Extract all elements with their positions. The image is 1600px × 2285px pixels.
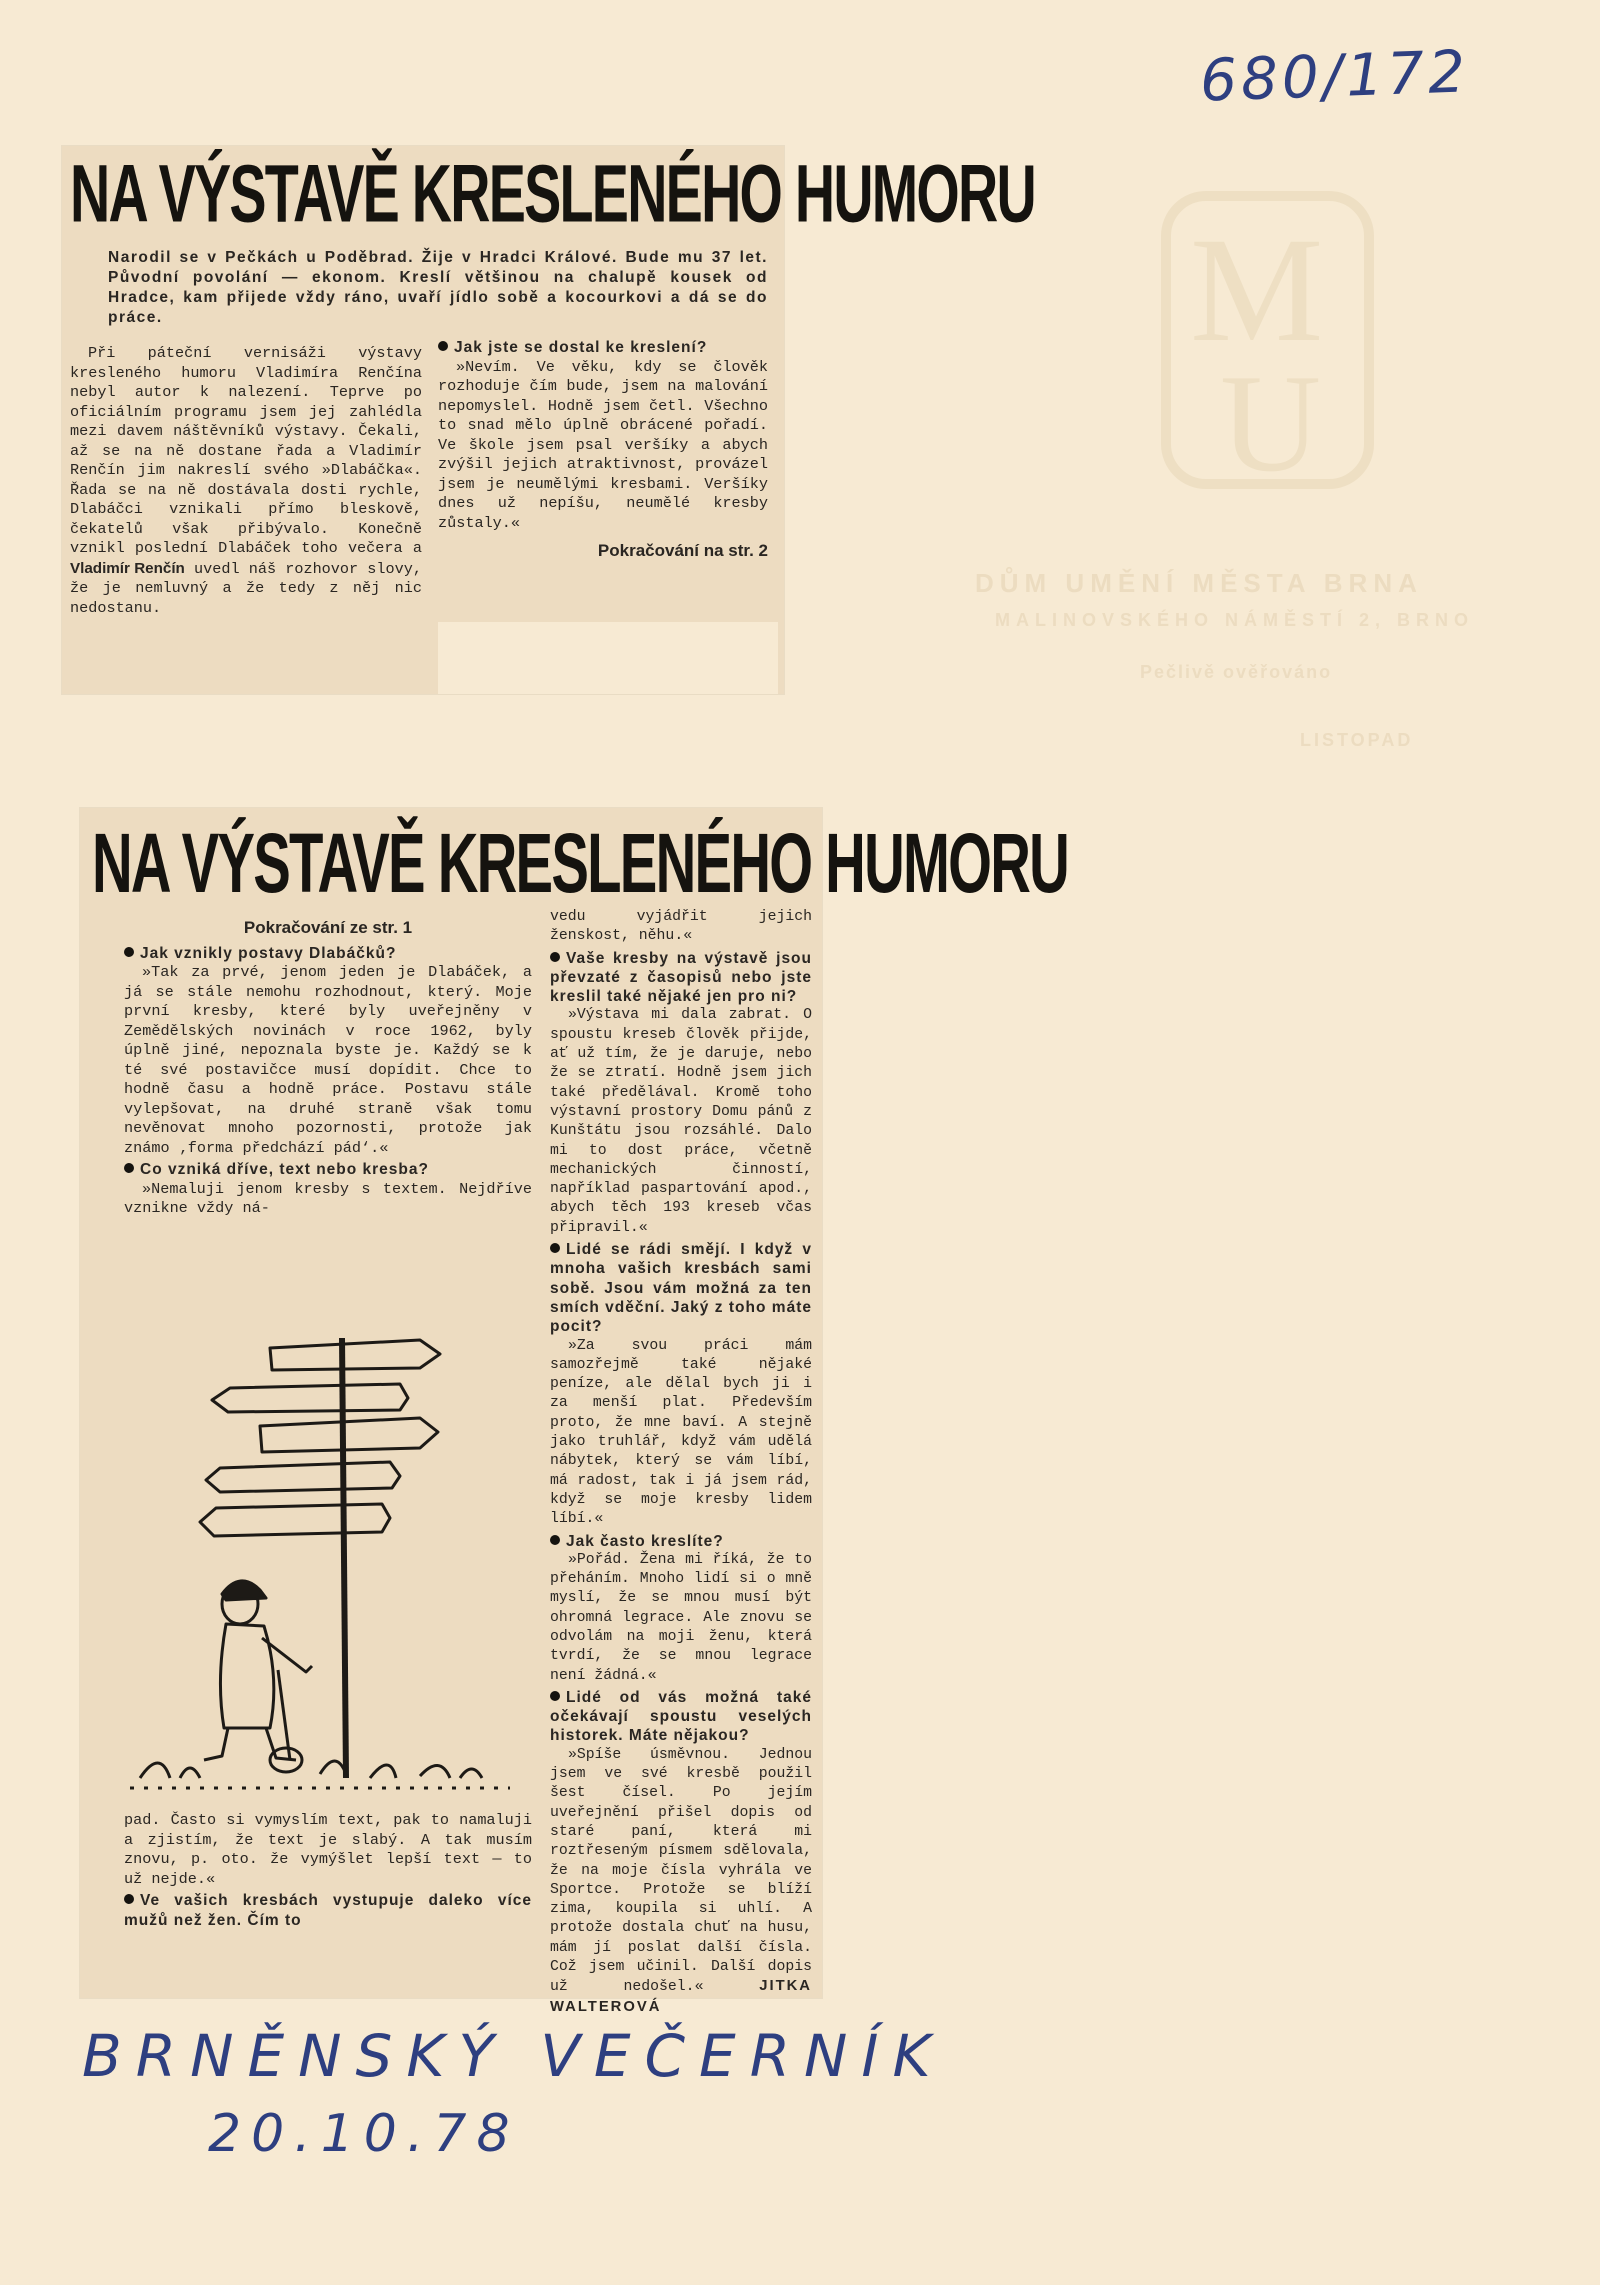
- clipping-2-answer-4: »Výstava mi dala zabrat. O spoustu kreseb člověk přijde, ať už tím, že je daruje, nebo že se ztratí. Hodně jsem jich také předělával. Kromě toho výstavní prostory Domu pánů z Kunštátu jsou rozsáhlé. Dalo mi to dost práce, včetně mechanických činností, například paspartování apod., abych těch 193 kreseb včas připravil.«: [550, 1007, 812, 1236]
- clipping-2-answer-1: »Tak za prvé, jenom jeden je Dlabáček, a já se stále nemohu rozhodnout, který. Moje první kresby, které byly uveřejněny v Zemědělských novinách v roce 1962, byly úplně jiné, nepoznala byste je. Každý se k té své postavičce musí dopídit. Chce to hodně času a hodně práce. Postavu stále vylepšovat, na druhé straně však tomu nevěnovat mnoho pozornosti, protože jak známo ‚forma předchází pád‘.«: [124, 963, 532, 1157]
- clipping-2-right-column: [550, 908, 812, 2020]
- watermark-line-3: Pečlivě ověřováno: [1140, 662, 1333, 682]
- bullet-icon: [124, 1163, 134, 1173]
- clipping-2-question-5: Lidé se rádi smějí. I když v mnoha vašich kresbách sami sobě. Jsou vám možná za ten smích vděční. Jaký z toho máte pocit?: [550, 1241, 812, 1336]
- source-date-handwritten: 20.10.78: [208, 2104, 520, 2164]
- clipping-2-question-6: Jak často kreslíte?: [550, 1532, 812, 1551]
- signpost-cartoon-illustration: [120, 1308, 520, 1808]
- clipping-2-answer-2-continued: pad. Často si vymyslím text, pak to namaluji a zjistím, že text je slabý. A tak musím znovu, p. oto. že vymýšlet lepší text — to už nejde.«: [124, 1811, 532, 1888]
- clipping-2-question-4: Vaše kresby na výstavě jsou převzaté z časopisů nebo jste kreslil také nějaké jen pro ni?: [550, 949, 812, 1006]
- clipping-2-question-7: Lidé od vás možná také očekávají spoustu veselých historek. Máte nějakou?: [550, 1688, 812, 1745]
- bullet-icon: [550, 952, 560, 962]
- newspaper-clipping-2: [80, 808, 1069, 2015]
- clipping-1-left-text: Při páteční vernisáži výstavy kresleného humoru Vladimíra Renčína nebyl autor k nalezení. Teprve po oficiálním programu jsem jej zahlédla mezi davem náštěvníků výstavy. Čekali, až se na ně dostane řada a Vladimír Renčín jim nakreslí svého »Dlabáčka«. Řada se na ně dostávala dosti rychle, Dlabáčci vznikali přímo bleskově, čekatelů však přibývalo. Konečně vznikl poslední Dlabáček toho večera a: [70, 344, 422, 557]
- clipping-2-left-column-bottom: [124, 1811, 532, 1930]
- clipping-1-right-column: [438, 338, 768, 561]
- clipping-2-answer-3-end: vedu vyjádřit jejich ženskost, něhu.«: [550, 909, 812, 945]
- clipping-2-continued-from: Pokračování ze str. 1: [243, 918, 413, 937]
- clipping-2-answer-7: »Spíše úsměvnou. Jednou jsem ve své kresbě použil šest čísel. Po jejím uveřejnění přišel dopis od staré paní, která mi roztřeseným písmem sdělovala, že na moje čísla vyhrála ve Sportce. Protože se blíží zima, koupila si uhlí. A protože dostala chuť na husu, mám jí poslat další čísla. Což jsem učinil. Další dopis už nedošel.« JITKA WALTEROVÁ: [550, 1746, 812, 2015]
- clipping-1-question-1: Jak jste se dostal ke kreslení?: [438, 338, 768, 358]
- archive-number-handwritten: 680/172: [1198, 37, 1471, 115]
- bullet-icon: [124, 1894, 134, 1904]
- clipping-2-answer-2: »Nemaluji jenom kresby s textem. Nejdříve vznikne vždy ná-: [124, 1179, 532, 1217]
- clipping-2-answer-5: »Za svou práci mám samozřejmě také nějaké peníze, ale dělal bych ji i za menší plat. Především proto, že mne baví. A stejně jako truhlář, když vám udělá nábytek, který se vám líbí, má radost, tak i já jsem rád, když se moje kresby lidem líbí.«: [550, 1337, 812, 1528]
- clipping-1-answer-1: »Nevím. Ve věku, kdy se člověk rozhoduje čím bude, jsem na malování nepomyslel. Hodně jsem četl. Všechno to snad mělo úplně obrácené pořadí. Ve škole jsem psal veršíky a abych zvýšil jejich atraktivnost, provázel jsem je neumělými kresbami. Veršíky dnes už nepíšu, neumělé kresby zůstaly.«: [438, 357, 768, 532]
- watermark-line-4: LISTOPAD: [1300, 730, 1414, 750]
- clipping-2-question-1: Jak vznikly postavy Dlabáčků?: [124, 944, 532, 964]
- clipping-1-continued: Pokračování na str. 2: [597, 541, 768, 560]
- bullet-icon: [550, 1243, 560, 1253]
- clipping-1-headline: NA VÝSTAVĚ KRESLENÉHO HUMORU: [70, 147, 1035, 240]
- newspaper-clipping-1: [62, 146, 1035, 694]
- clipping-2-answer-6: »Pořád. Žena mi říká, že to přeháním. Mnoho lidí si o mně myslí, že se mnou musí být ohromná legrace. Ale znovu se odvolám na moji ženu, která tvrdí, že se mnou legrace není žádná.«: [550, 1551, 812, 1684]
- clipping-1-author-name: Vladimír Renčín: [70, 559, 185, 577]
- watermark-line-1: DŮM UMĚNÍ MĚSTA BRNA: [975, 568, 1423, 598]
- svg-text:U: U: [1220, 346, 1322, 501]
- svg-text:M: M: [1190, 207, 1324, 373]
- source-name-handwritten: BRNĚNSKÝ VEČERNÍK: [82, 2022, 945, 2090]
- clipping-1-cut-edge: [438, 622, 778, 694]
- clipping-2-question-2: Co vzniká dříve, text nebo kresba?: [124, 1160, 532, 1180]
- watermark-logo-icon: [1160, 190, 1375, 501]
- clipping-2-left-column: [124, 918, 532, 1221]
- bullet-icon: [124, 947, 134, 957]
- watermark-line-2: MALINOVSKÉHO NÁMĚSTÍ 2, BRNO: [995, 610, 1475, 630]
- bullet-icon: [550, 1535, 560, 1545]
- clipping-1-left-text-end: uvedl náš rozhovor slovy, že je nemluvný a že tedy z něj nic nedostanu.: [70, 559, 422, 617]
- clipping-1-left-column: [70, 344, 422, 620]
- clipping-2-question-3: Ve vašich kresbách vystupuje daleko více mužů než žen. Čím to: [124, 1892, 532, 1929]
- clipping-2-headline: NA VÝSTAVĚ KRESLENÉHO HUMORU: [92, 815, 1069, 911]
- clipping-1-intro: Narodil se v Pečkách u Poděbrad. Žije v Hradci Králové. Bude mu 37 let. Původní povolání — ekonom. Kreslí většinou na chalupě kousek od Hradce, kam přijede vždy ráno, uvaří jídlo sobě a kocourkovi a dá se do práce.: [108, 249, 768, 326]
- bullet-icon: [438, 341, 448, 351]
- bullet-icon: [550, 1691, 560, 1701]
- clipping-2-author: JITKA WALTEROVÁ: [550, 1978, 812, 2015]
